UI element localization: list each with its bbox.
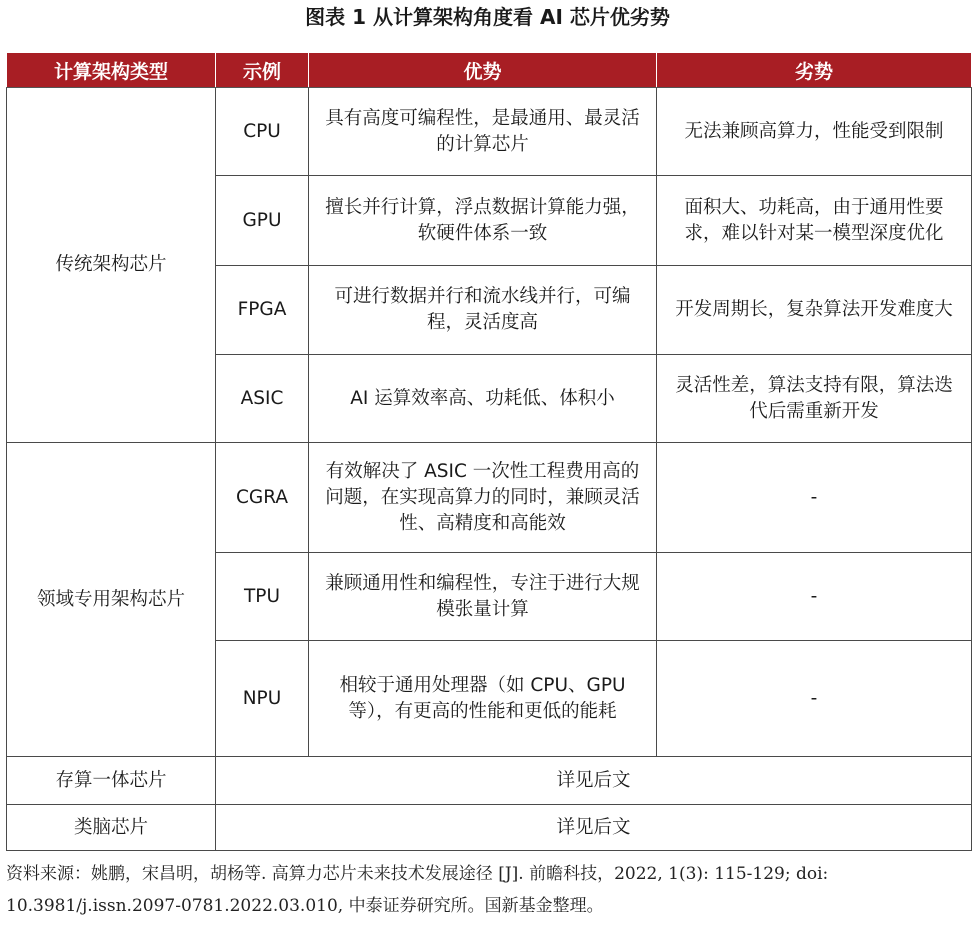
table-row <box>7 805 972 851</box>
disadvantage-cell: 无法兼顾高算力，性能受到限制 <box>657 88 972 176</box>
advantage-cell: 具有高度可编程性，是最通用、最灵活的计算芯片 <box>309 88 657 176</box>
see-below-cell: 详见后文 <box>216 757 972 805</box>
disadvantage-cell: - <box>657 443 972 553</box>
see-below-cell: 详见后文 <box>216 805 972 851</box>
example-cell: FPGA <box>216 266 309 355</box>
table-title: 图表 1 从计算架构角度看 AI 芯片优劣势 <box>305 5 670 29</box>
advantage-cell: 有效解决了 ASIC 一次性工程费用高的问题，在实现高算力的同时，兼顾灵活性、高精度和高能效 <box>309 443 657 553</box>
example-cell: TPU <box>216 553 309 641</box>
advantage-cell: 相较于通用处理器（如 CPU、GPU 等），有更高的性能和更低的能耗 <box>309 641 657 757</box>
disadvantage-cell: 灵活性差，算法支持有限，算法迭代后需重新开发 <box>657 355 972 443</box>
example-cell: ASIC <box>216 355 309 443</box>
architecture-type-cell: 存算一体芯片 <box>7 757 216 805</box>
example-cell: CGRA <box>216 443 309 553</box>
architecture-type-cell: 领域专用架构芯片 <box>7 443 216 757</box>
table-row <box>7 443 972 553</box>
example-cell: GPU <box>216 176 309 266</box>
architecture-type-cell: 传统架构芯片 <box>7 88 216 443</box>
header-example: 示例 <box>216 53 309 88</box>
header-architecture-type: 计算架构类型 <box>7 53 216 88</box>
source-note: 资料来源：姚鹏，宋昌明，胡杨等. 高算力芯片未来技术发展途径 [J]. 前瞻科技，2022, 1(3): 115-129; doi: 10.3981/j.issn.2097-0781.2022.03.010, 中泰证券研究所。国新基金整理。 <box>6 864 829 916</box>
table-row <box>7 757 972 805</box>
header-row <box>7 53 972 88</box>
disadvantage-cell: - <box>657 553 972 641</box>
table-row <box>7 88 972 176</box>
example-cell: NPU <box>216 641 309 757</box>
disadvantage-cell: - <box>657 641 972 757</box>
advantage-cell: 擅长并行计算，浮点数据计算能力强，软硬件体系一致 <box>309 176 657 266</box>
disadvantage-cell: 开发周期长，复杂算法开发难度大 <box>657 266 972 355</box>
example-cell: CPU <box>216 88 309 176</box>
architecture-type-cell: 类脑芯片 <box>7 805 216 851</box>
disadvantage-cell: 面积大、功耗高，由于通用性要求，难以针对某一模型深度优化 <box>657 176 972 266</box>
header-disadvantage: 劣势 <box>657 53 972 88</box>
advantage-cell: 可进行数据并行和流水线并行，可编程，灵活度高 <box>309 266 657 355</box>
header-advantage: 优势 <box>309 53 657 88</box>
advantage-cell: 兼顾通用性和编程性，专注于进行大规模张量计算 <box>309 553 657 641</box>
advantage-cell: AI 运算效率高、功耗低、体积小 <box>309 355 657 443</box>
ai-chip-comparison-table <box>6 52 972 851</box>
